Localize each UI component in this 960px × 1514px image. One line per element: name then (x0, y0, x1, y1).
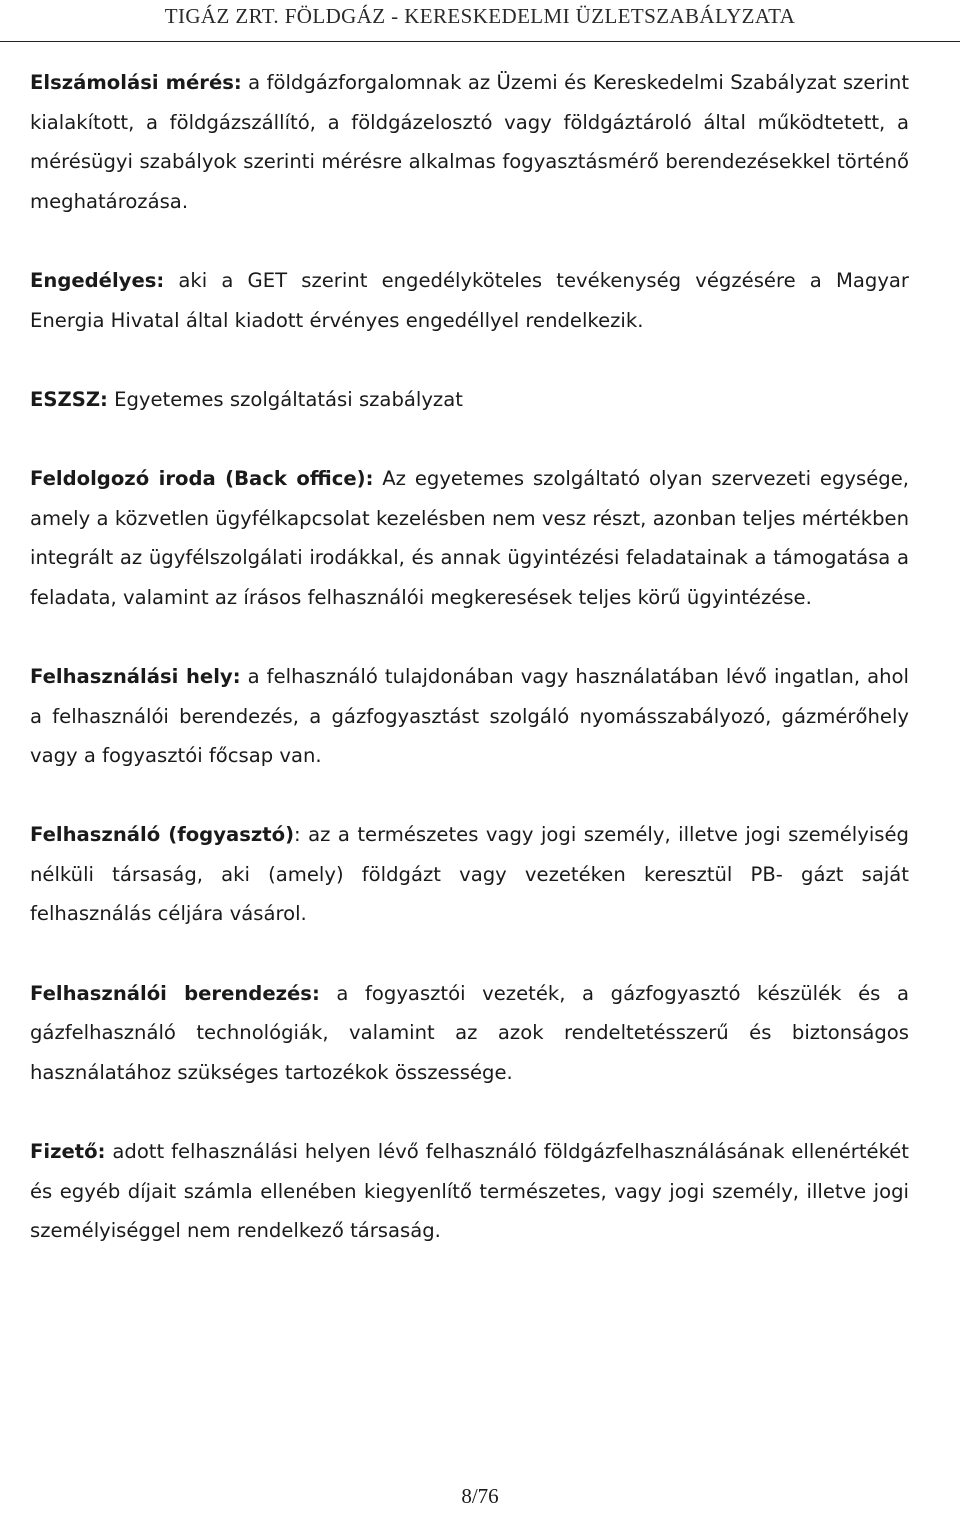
definition-text: Egyetemes szolgáltatási szabályzat (107, 387, 463, 411)
definitions-list (30, 63, 909, 1251)
definition-felhasznalo (30, 815, 909, 934)
definition-term: Elszámolási mérés: (30, 71, 242, 94)
definition-text: aki a GET szerint engedélyköteles tevékenység végzésére a Magyar Energia Hivatal által kiadott érvényes engedéllyel rendelkezik. (30, 268, 909, 332)
definition-feldolgozo-iroda (30, 459, 909, 617)
definition-term: Felhasználói berendezés: (30, 981, 320, 1005)
definition-text: a fogyasztói vezeték, a gázfogyasztó készülék és a gázfelhasználó technológiák, valamint az azok rendeltetésszerű és biztonságos használatához szükséges tartozékok összessége. (30, 981, 909, 1084)
definition-term: Felhasználási hely: (30, 664, 241, 688)
definition-text: a felhasználó tulajdonában vagy használatában lévő ingatlan, ahol a felhasználói berendezés, a gázfogyasztást szolgáló nyomásszabályozó, gázmérőhely vagy a fogyasztói főcsap van. (30, 664, 909, 768)
definition-term: Engedélyes: (30, 268, 165, 292)
definition-fizeto (30, 1132, 909, 1251)
definition-term: Felhasználó (fogyasztó) (30, 823, 295, 847)
definition-term: Feldolgozó iroda (Back office): (30, 466, 374, 490)
definition-felhasznaloi-berendezes (30, 974, 909, 1093)
page-footer (0, 1483, 960, 1509)
definition-term: Fizető: (30, 1140, 106, 1164)
document-title: TIGÁZ ZRT. FÖLDGÁZ - KERESKEDELMI ÜZLETSZABÁLYZATA (164, 4, 796, 28)
page-header (0, 0, 960, 42)
definition-text: a földgázforgalomnak az Üzemi és Kereskedelmi Szabályzat szerint kialakított, a földgázszállító, a földgázelosztó vagy földgáztároló által működtetett, a mérésügyi szabályok szerinti mérésre alkalmas fogyasztásmérő berendezésekkel történő meghatározása. (30, 71, 909, 213)
definition-felhasznalasi-hely (30, 657, 909, 776)
definition-eszsz (30, 380, 909, 420)
definition-text: adott felhasználási helyen lévő felhasználó földgázfelhasználásának ellenértékét és egyéb díjait számla ellenében kiegyenlítő természetes, vagy jogi személy, illetve jogi személyiséggel nem rendelkező társaság. (30, 1140, 909, 1243)
definition-text: Az egyetemes szolgáltató olyan szervezeti egysége, amely a közvetlen ügyfélkapcsolat kezelésben nem vesz részt, azonban teljes mértékben integrált az ügyfélszolgálati irodákkal, és annak ügyintézési feladatainak a támogatása a feladata, valamint az írásos felhasználói megkeresések teljes körű ügyintézése. (30, 466, 909, 609)
definition-engedelyes (30, 261, 909, 340)
definition-text: : az a természetes vagy jogi személy, illetve jogi személyiség nélküli társaság, aki (amely) földgázt vagy vezetéken keresztül PB- gázt saját felhasználás céljára vásárol. (30, 823, 909, 926)
definition-elszamolasi-meres (30, 63, 909, 221)
page-number: 8/76 (461, 1484, 499, 1508)
definition-term: ESZSZ: (30, 387, 108, 411)
